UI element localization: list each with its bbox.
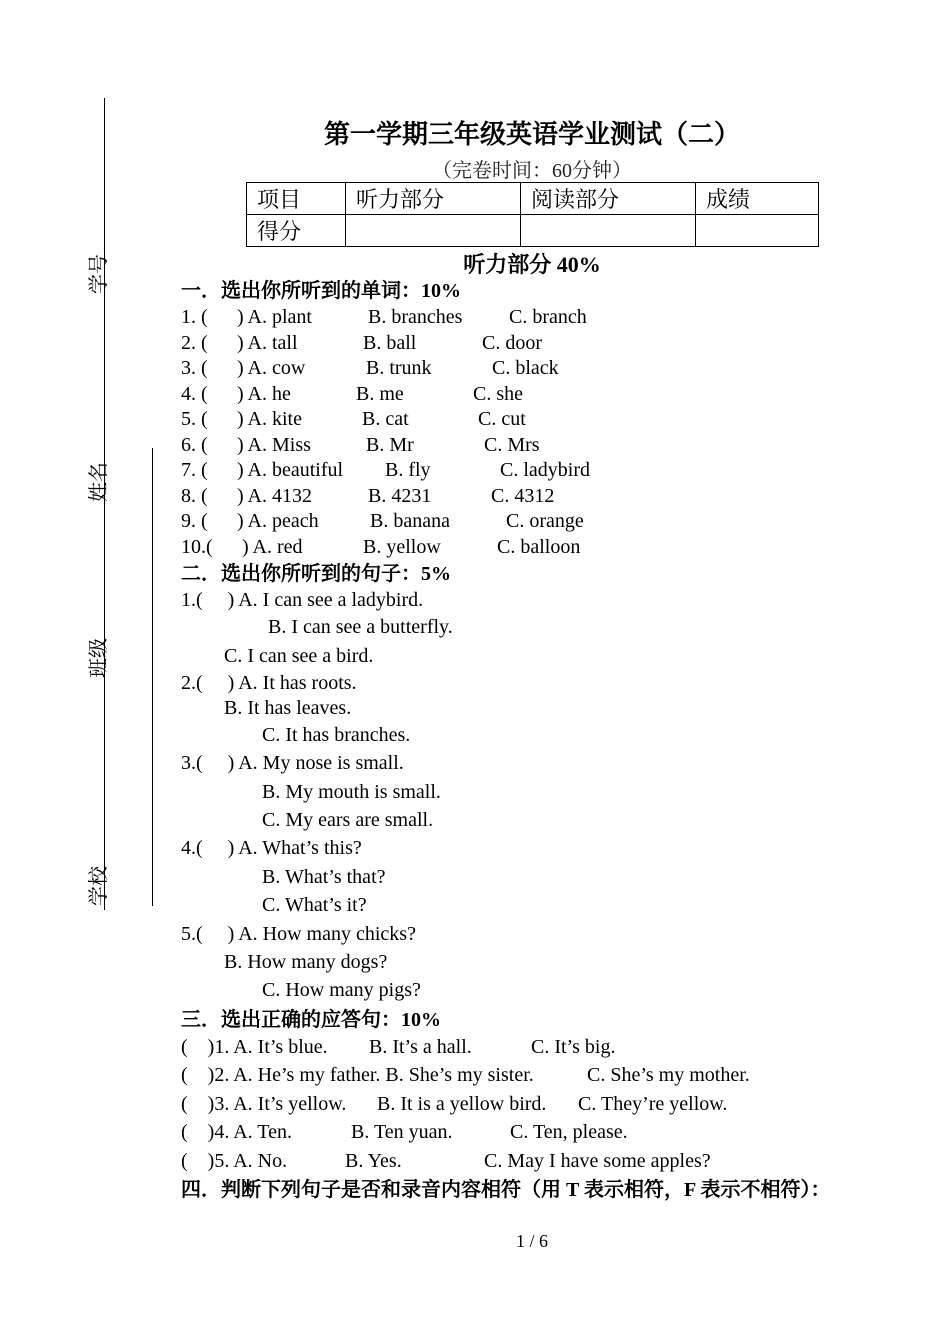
score-cell <box>346 215 521 247</box>
student-name-label: 姓名 <box>88 462 110 502</box>
list-item: C. How many pigs? <box>262 979 421 1001</box>
list-item: 3.( ) A. My nose is small. <box>181 752 404 774</box>
list-item: B. It has leaves. <box>224 697 352 719</box>
score-cell: 成绩 <box>696 183 819 215</box>
list-item: C. My ears are small. <box>262 809 434 831</box>
list-item: 1.( ) A. I can see a ladybird. <box>181 589 424 611</box>
score-cell: 得分 <box>247 215 346 247</box>
binding-line-outer <box>104 98 105 910</box>
score-cell: 阅读部分 <box>521 183 696 215</box>
list-item: 5.( ) A. How many chicks? <box>181 923 416 945</box>
score-cell <box>521 215 696 247</box>
class-label: 班级 <box>88 638 110 678</box>
page-number: 1 / 6 <box>515 1231 548 1251</box>
list-item: B. How many dogs? <box>224 951 388 973</box>
binding-line-inner <box>152 448 153 906</box>
score-table <box>246 182 819 247</box>
score-cell <box>696 215 819 247</box>
score-cell: 听力部分 <box>346 183 521 215</box>
part1-title: 一．选出你所听到的单词：10% <box>181 280 461 302</box>
list-item: B. I can see a butterfly. <box>268 616 453 638</box>
part4-title: 四．判断下列句子是否和录音内容相符（用 T 表示相符，F 表示不相符）： <box>181 1179 831 1201</box>
list-item: C. I can see a bird. <box>224 645 374 667</box>
list-item: C. It has branches. <box>262 724 411 746</box>
list-item: 2.( ) A. It has roots. <box>181 672 357 694</box>
part2-title: 二．选出你所听到的句子：5% <box>181 563 451 585</box>
score-table-value-row <box>247 215 819 247</box>
school-label: 学校 <box>88 866 110 906</box>
score-cell: 项目 <box>247 183 346 215</box>
list-item: B. My mouth is small. <box>262 781 441 803</box>
list-item: B. What’s that? <box>262 866 386 888</box>
student-id-label: 学号 <box>88 254 110 294</box>
part3-title: 三．选出正确的应答句：10% <box>181 1009 441 1031</box>
listening-section-heading: 听力部分 40% <box>463 252 601 277</box>
list-item: C. What’s it? <box>262 894 367 916</box>
exam-duration: （完卷时间：60分钟） <box>432 160 632 182</box>
list-item: 4.( ) A. What’s this? <box>181 837 362 859</box>
score-table-header-row <box>247 183 819 215</box>
page-title: 第一学期三年级英语学业测试（二） <box>323 120 740 149</box>
